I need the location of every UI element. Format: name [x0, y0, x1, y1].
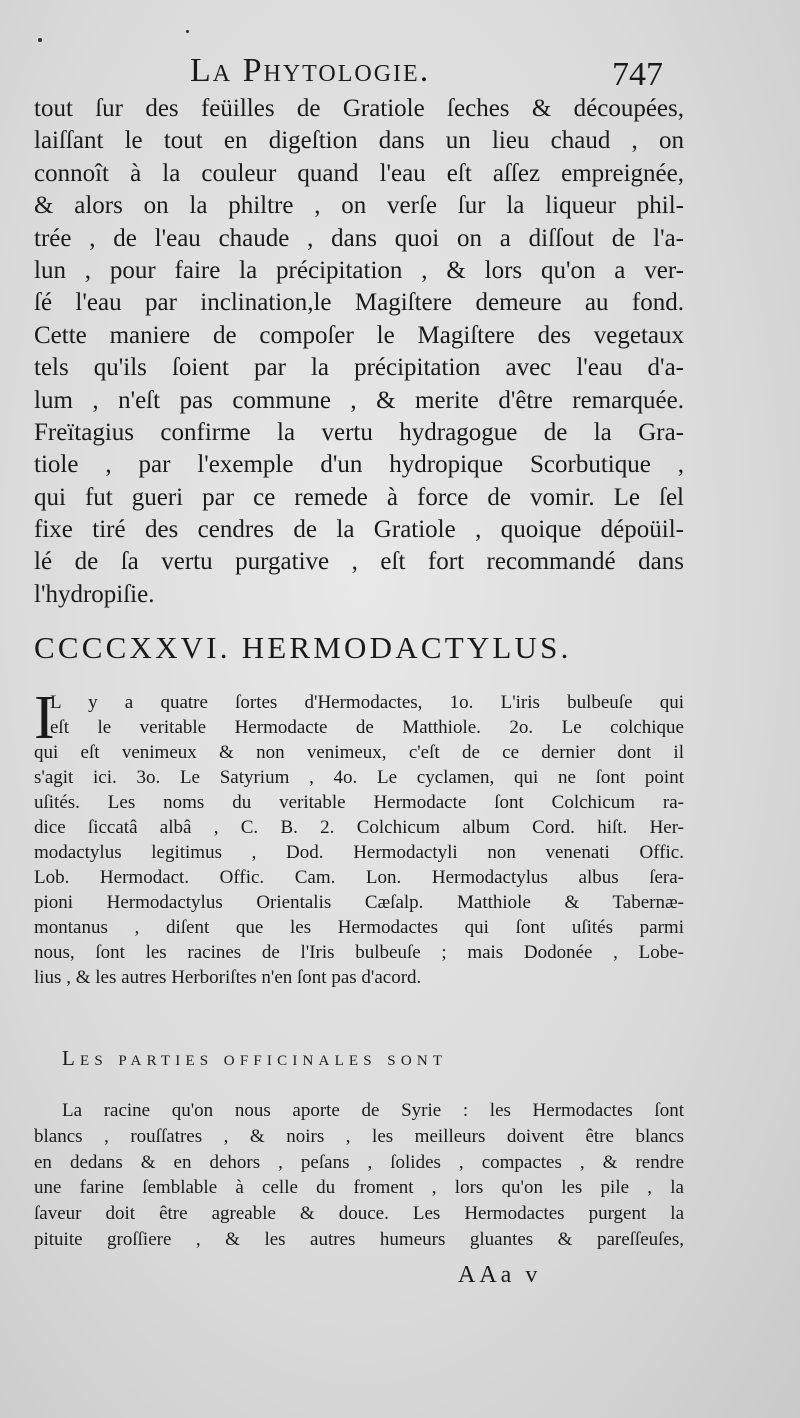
signature-mark: AAa v — [458, 1262, 542, 1288]
text-line: & alors on la philtre , on verſe ſur la liqueur phil- — [34, 192, 684, 220]
ink-spot — [186, 30, 189, 33]
text-line: uſités. Les noms du veritable Hermodacte ſont Colchicum ra- — [34, 792, 684, 813]
text-line: une farine ſemblable à celle du froment , lors qu'on les pile , la — [34, 1177, 684, 1199]
text-line: laiſſant le tout en digeſtion dans un lieu chaud , on — [34, 127, 684, 155]
entry-paragraph — [34, 684, 684, 990]
text-line: ſaveur doit être agreable & douce. Les Hermodactes purgent la — [34, 1203, 684, 1225]
officinal-parts-paragraph — [34, 1098, 684, 1253]
text-line: lum , n'eſt pas commune , & merite d'être remarquée. — [34, 386, 684, 414]
text-line: l'hydropiſie. — [34, 580, 155, 608]
ink-spot — [38, 38, 42, 42]
text-line: Lob. Hermodact. Offic. Cam. Lon. Hermodactylus albus ſera- — [34, 867, 684, 888]
text-line: eſt le veritable Hermodacte de Matthiole. 2o. Le colchique — [50, 717, 684, 738]
text-line: modactylus legitimus , Dod. Hermodactyli non venenati Offic. — [34, 842, 684, 863]
text-line: tiole , par l'exemple d'un hydropique Scorbutique , — [34, 451, 684, 479]
text-line: L y a quatre ſortes d'Hermodactes, 1o. L'iris bulbeuſe qui — [50, 692, 684, 713]
text-line: connoît à la couleur quand l'eau eſt aſſez empreignée, — [34, 159, 684, 187]
text-line: qui eſt venimeux & non venimeux, c'eſt de ce dernier dont il — [34, 742, 684, 763]
text-line: blancs , rouſſatres , & noirs , les meilleurs doivent être blancs — [34, 1125, 684, 1147]
text-line: Cette maniere de compoſer le Magiſtere des vegetaux — [34, 321, 684, 349]
subsection-heading: Les parties officinales sont — [62, 1046, 448, 1070]
drop-cap: I — [34, 684, 55, 752]
text-line: lius , & les autres Herboriſtes n'en ſont pas d'acord. — [34, 967, 422, 988]
text-line: ſé l'eau par inclination,le Magiſtere demeure au fond. — [34, 289, 684, 317]
text-line: tels qu'ils ſoient par la précipitation avec l'eau d'a- — [34, 354, 684, 382]
running-head — [0, 52, 800, 96]
text-line: nous, ſont les racines de l'Iris bulbeuſe ; mais Dodonée , Lobe- — [34, 942, 684, 963]
text-line: lé de ſa vertu purgative , eſt fort recommandé dans — [34, 548, 684, 576]
page-number: 747 — [612, 56, 663, 93]
running-title: La Phytologie. — [190, 52, 431, 89]
text-line: La racine qu'on nous aporte de Syrie : les Hermodactes ſont — [62, 1100, 684, 1121]
text-line: tout ſur des feüilles de Gratiole ſeches & découpées, — [34, 95, 684, 122]
text-line: fixe tiré des cendres de la Gratiole , quoique dépoüil- — [34, 516, 684, 544]
text-line: montanus , diſent que les Hermodactes qui ſont uſités parmi — [34, 917, 684, 938]
text-line: s'agit ici. 3o. Le Satyrium , 4o. Le cyclamen, qui ne ſont point — [34, 767, 684, 788]
text-line: pituite groſſiere , & les autres humeurs gluantes & pareſſeuſes, — [34, 1228, 684, 1250]
section-heading: CCCCXXVI. HERMODACTYLUS. — [34, 630, 572, 665]
text-line: en dedans & en dehors , peſans , ſolides , compactes , & rendre — [34, 1151, 684, 1173]
text-line: lun , pour faire la précipitation , & lors qu'on a ver- — [34, 256, 684, 284]
text-line: qui fut gueri par ce remede à force de vomir. Le ſel — [34, 483, 684, 511]
continuation-paragraph — [34, 93, 684, 611]
text-line: trée , de l'eau chaude , dans quoi on a diſſout de l'a- — [34, 224, 684, 252]
text-line: Freïtagius confirme la vertu hydragogue de la Gra- — [34, 418, 684, 446]
text-line: dice ſiccatâ albâ , C. B. 2. Colchicum album Cord. hiſt. Her- — [34, 817, 684, 838]
text-line: pioni Hermodactylus Orientalis Cæſalp. Matthiole & Tabernæ- — [34, 892, 684, 913]
